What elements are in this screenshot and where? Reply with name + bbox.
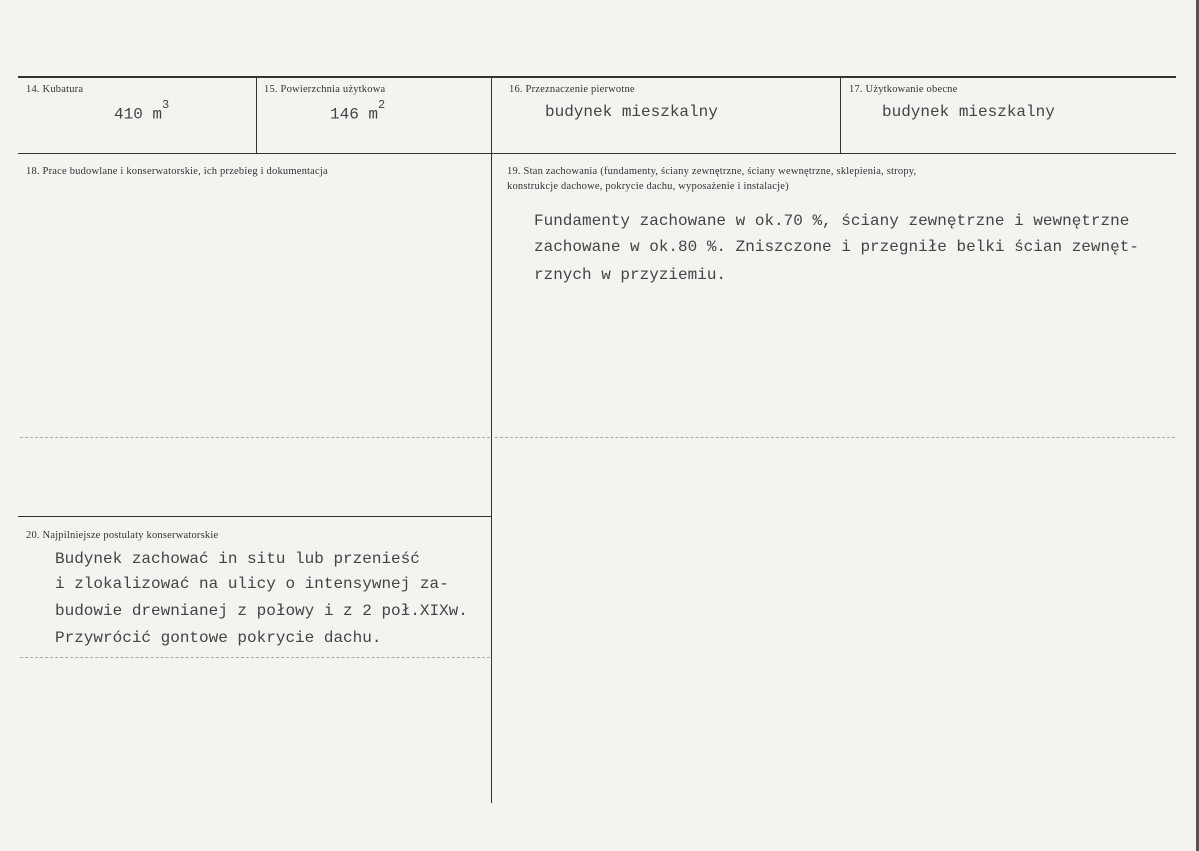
field17-value: budynek mieszkalny [882, 103, 1055, 121]
field19-label-line1: 19. Stan zachowania (fundamenty, ściany zewnętrzne, ściany wewnętrzne, sklepienia, stropy, [507, 166, 917, 177]
section20-top-rule [18, 516, 491, 517]
left-dashed-line [20, 437, 490, 438]
field20-label: 20. Najpilniejsze postulaty konserwatorskie [26, 530, 219, 541]
field18-label: 18. Prace budowlane i konserwatorskie, ich przebieg i dokumentacja [26, 166, 328, 177]
divider-14-15 [256, 77, 257, 153]
field15-label: 15. Powierzchnia użytkowa [264, 84, 386, 95]
field20-line-1: Budynek zachować in situ lub przenieść [55, 550, 420, 568]
field20-line-3: budowie drewnianej z połowy i z 2 poł.XIXw. [55, 602, 468, 620]
field15-value-text: 146 m [330, 105, 379, 124]
field19-line-1: Fundamenty zachowane w ok.70 %, ściany zewnętrzne i wewnętrzne [534, 212, 1130, 230]
field17-label: 17. Użytkowanie obecne [849, 84, 958, 95]
field15-exponent: 2 [378, 98, 386, 112]
field20-line-4: Przywrócić gontowe pokrycie dachu. [55, 629, 382, 647]
field19-label-line2: konstrukcje dachowe, pokrycie dachu, wyposażenie i instalacje) [507, 181, 789, 192]
field19-line-2: zachowane w ok.80 %. Zniszczone i przegniłe belki ścian zewnęt- [534, 238, 1139, 256]
field16-value: budynek mieszkalny [545, 103, 718, 121]
field14-value [114, 98, 170, 124]
field14-value-text: 410 m [114, 105, 163, 124]
field15-value [330, 98, 386, 124]
field14-label: 14. Kubatura [26, 84, 84, 95]
divider-16-17 [840, 77, 841, 153]
field16-label: 16. Przeznaczenie pierwotne [509, 84, 635, 95]
top-rule [18, 76, 1176, 78]
field19-line-3: rznych w przyziemiu. [534, 266, 727, 284]
right-dashed-line [495, 437, 1175, 438]
field20-line-2: i zlokalizować na ulicy o intensywnej za- [55, 575, 449, 593]
row1-bottom-rule [18, 153, 1176, 154]
divider-15-16 [491, 77, 492, 803]
field14-exponent: 3 [162, 98, 170, 112]
bottom-dashed-line [20, 657, 490, 658]
